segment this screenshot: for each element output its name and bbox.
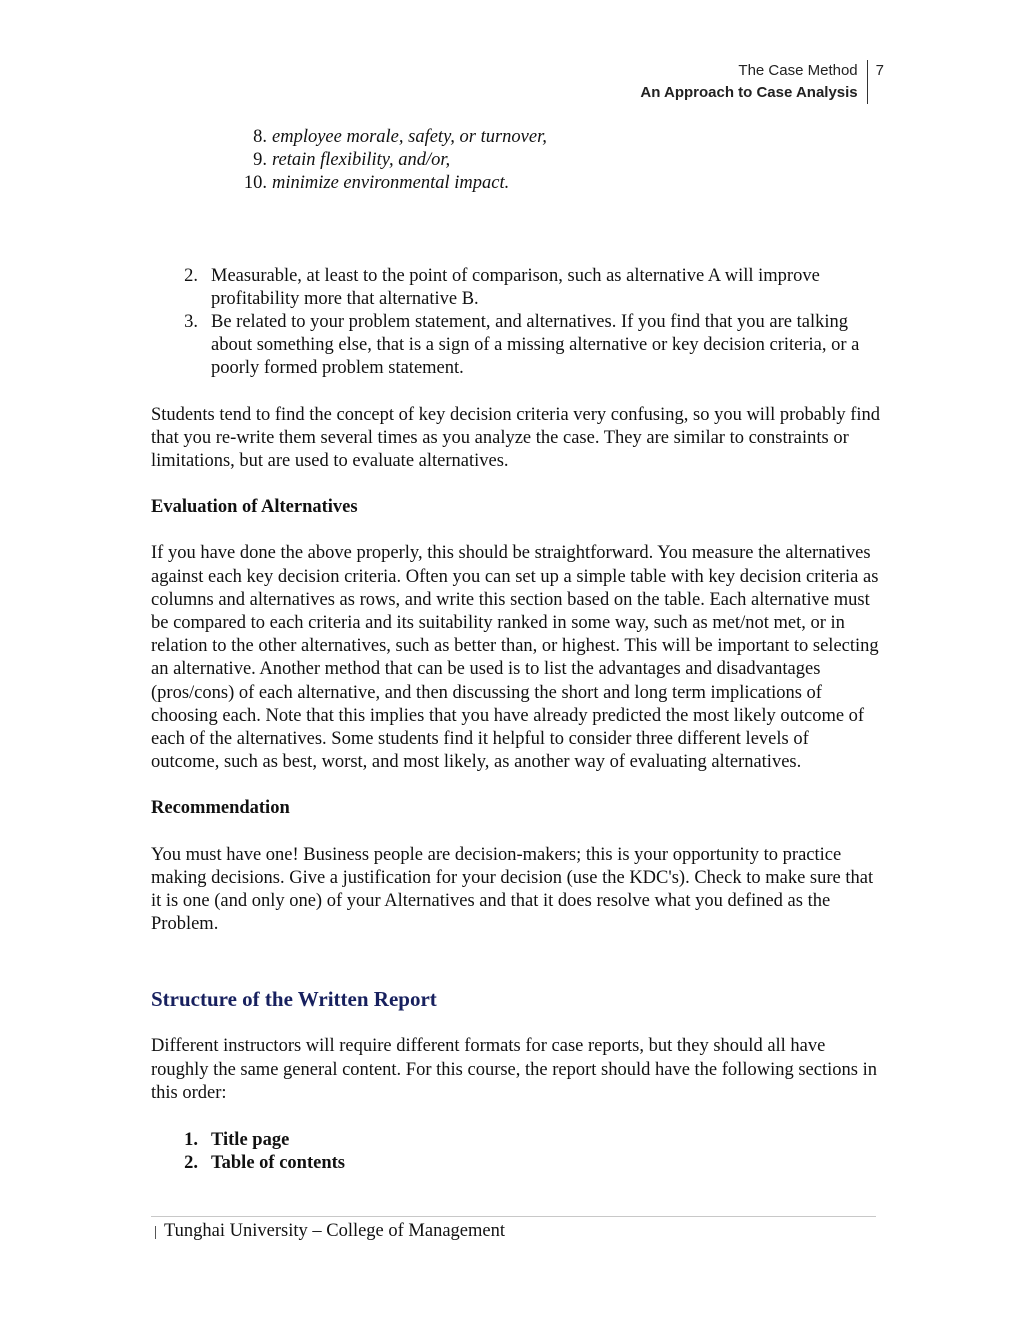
header-subtitle: An Approach to Case Analysis: [640, 84, 858, 101]
list-item-number: 1.: [184, 1130, 198, 1151]
page-number: 7: [875, 62, 884, 79]
objective-sublist: [151, 126, 881, 196]
header-title: The Case Method: [738, 62, 858, 79]
page-header: [640, 60, 884, 104]
list-item-number: 3.: [184, 312, 198, 333]
list-item-text: Measurable, at least to the point of comparison, such as alternative A will improve profitability more that alternative B.: [211, 265, 820, 309]
list-item-number: 9.: [253, 150, 267, 171]
list-item-number: 2.: [184, 265, 198, 286]
footer-divider: [151, 1216, 876, 1217]
recommendation-heading: Recommendation: [151, 798, 290, 819]
header-text-block: [640, 60, 866, 104]
list-item: [151, 126, 881, 149]
list-item: [151, 149, 881, 172]
list-item: [151, 265, 881, 311]
list-item: [151, 1129, 881, 1152]
list-item-number: 10.: [243, 173, 267, 194]
list-item: [151, 311, 881, 381]
page-content: [151, 126, 881, 1176]
list-item-text: employee morale, safety, or turnover,: [272, 127, 547, 147]
list-item-text: retain flexibility, and/or,: [272, 150, 451, 171]
kdc-paragraph: Students tend to find the concept of key decision criteria very confusing, so you will probably find that you re-write them several times as you analyze the case. They are similar to constraints or limitations, but are used to evaluate alternatives.: [151, 404, 881, 472]
list-item-number: 2.: [184, 1153, 198, 1174]
evaluation-paragraph: If you have done the above properly, this should be straightforward. You measure the alternatives against each key decision criteria. Often you can set up a simple table with key decision criteria as columns and alternatives as rows, and write this section based on the table. Each alternative must be compared to each criteria and its suitability ranked in some way, such as met/not met, or in relation to the other alternatives, such as better than, or highest. This will be important to selecting an alternative. Another method that can be used is to list the advantages and disadvantages (pros/cons) of each alternative, and then discussing the short and long term implications of choosing each. Note that this implies that you have already predicted the most likely outcome of each of the alternatives. Some students find it helpful to consider three different levels of outcome, such as best, worst, and most likely, as another way of evaluating alternatives.: [151, 543, 879, 773]
structure-heading: Structure of the Written Report: [151, 987, 437, 1012]
report-sections-list: [151, 1129, 881, 1175]
recommendation-paragraph: You must have one! Business people are decision-makers; this is your opportunity to practice making decisions. Give a justification for your decision (use the KDC's). Check to make sure that it is one (and only one) of your Alternatives and that it does resolve what you defined as the Problem.: [151, 844, 874, 935]
list-item-text: Table of contents: [211, 1153, 345, 1174]
list-item: [151, 172, 881, 195]
evaluation-heading: Evaluation of Alternatives: [151, 497, 358, 518]
structure-paragraph: Different instructors will require different formats for case reports, but they should all have roughly the same general content. For this course, the report should have the following sections in this order:: [151, 1036, 877, 1103]
list-item: [151, 1152, 881, 1175]
criteria-list: [151, 265, 881, 381]
page-footer: [155, 1219, 505, 1243]
list-item-text: minimize environmental impact.: [272, 173, 510, 194]
list-item-number: 8.: [253, 127, 267, 147]
footer-bar: [155, 1226, 156, 1239]
list-item-text: Title page: [211, 1130, 290, 1151]
footer-text: Tunghai University – College of Management: [164, 1221, 506, 1241]
list-item-text: Be related to your problem statement, and alternatives. If you find that you are talking about something else, that is a sign of a missing alternative or key decision criteria, or a poorly formed problem statement.: [211, 312, 860, 379]
